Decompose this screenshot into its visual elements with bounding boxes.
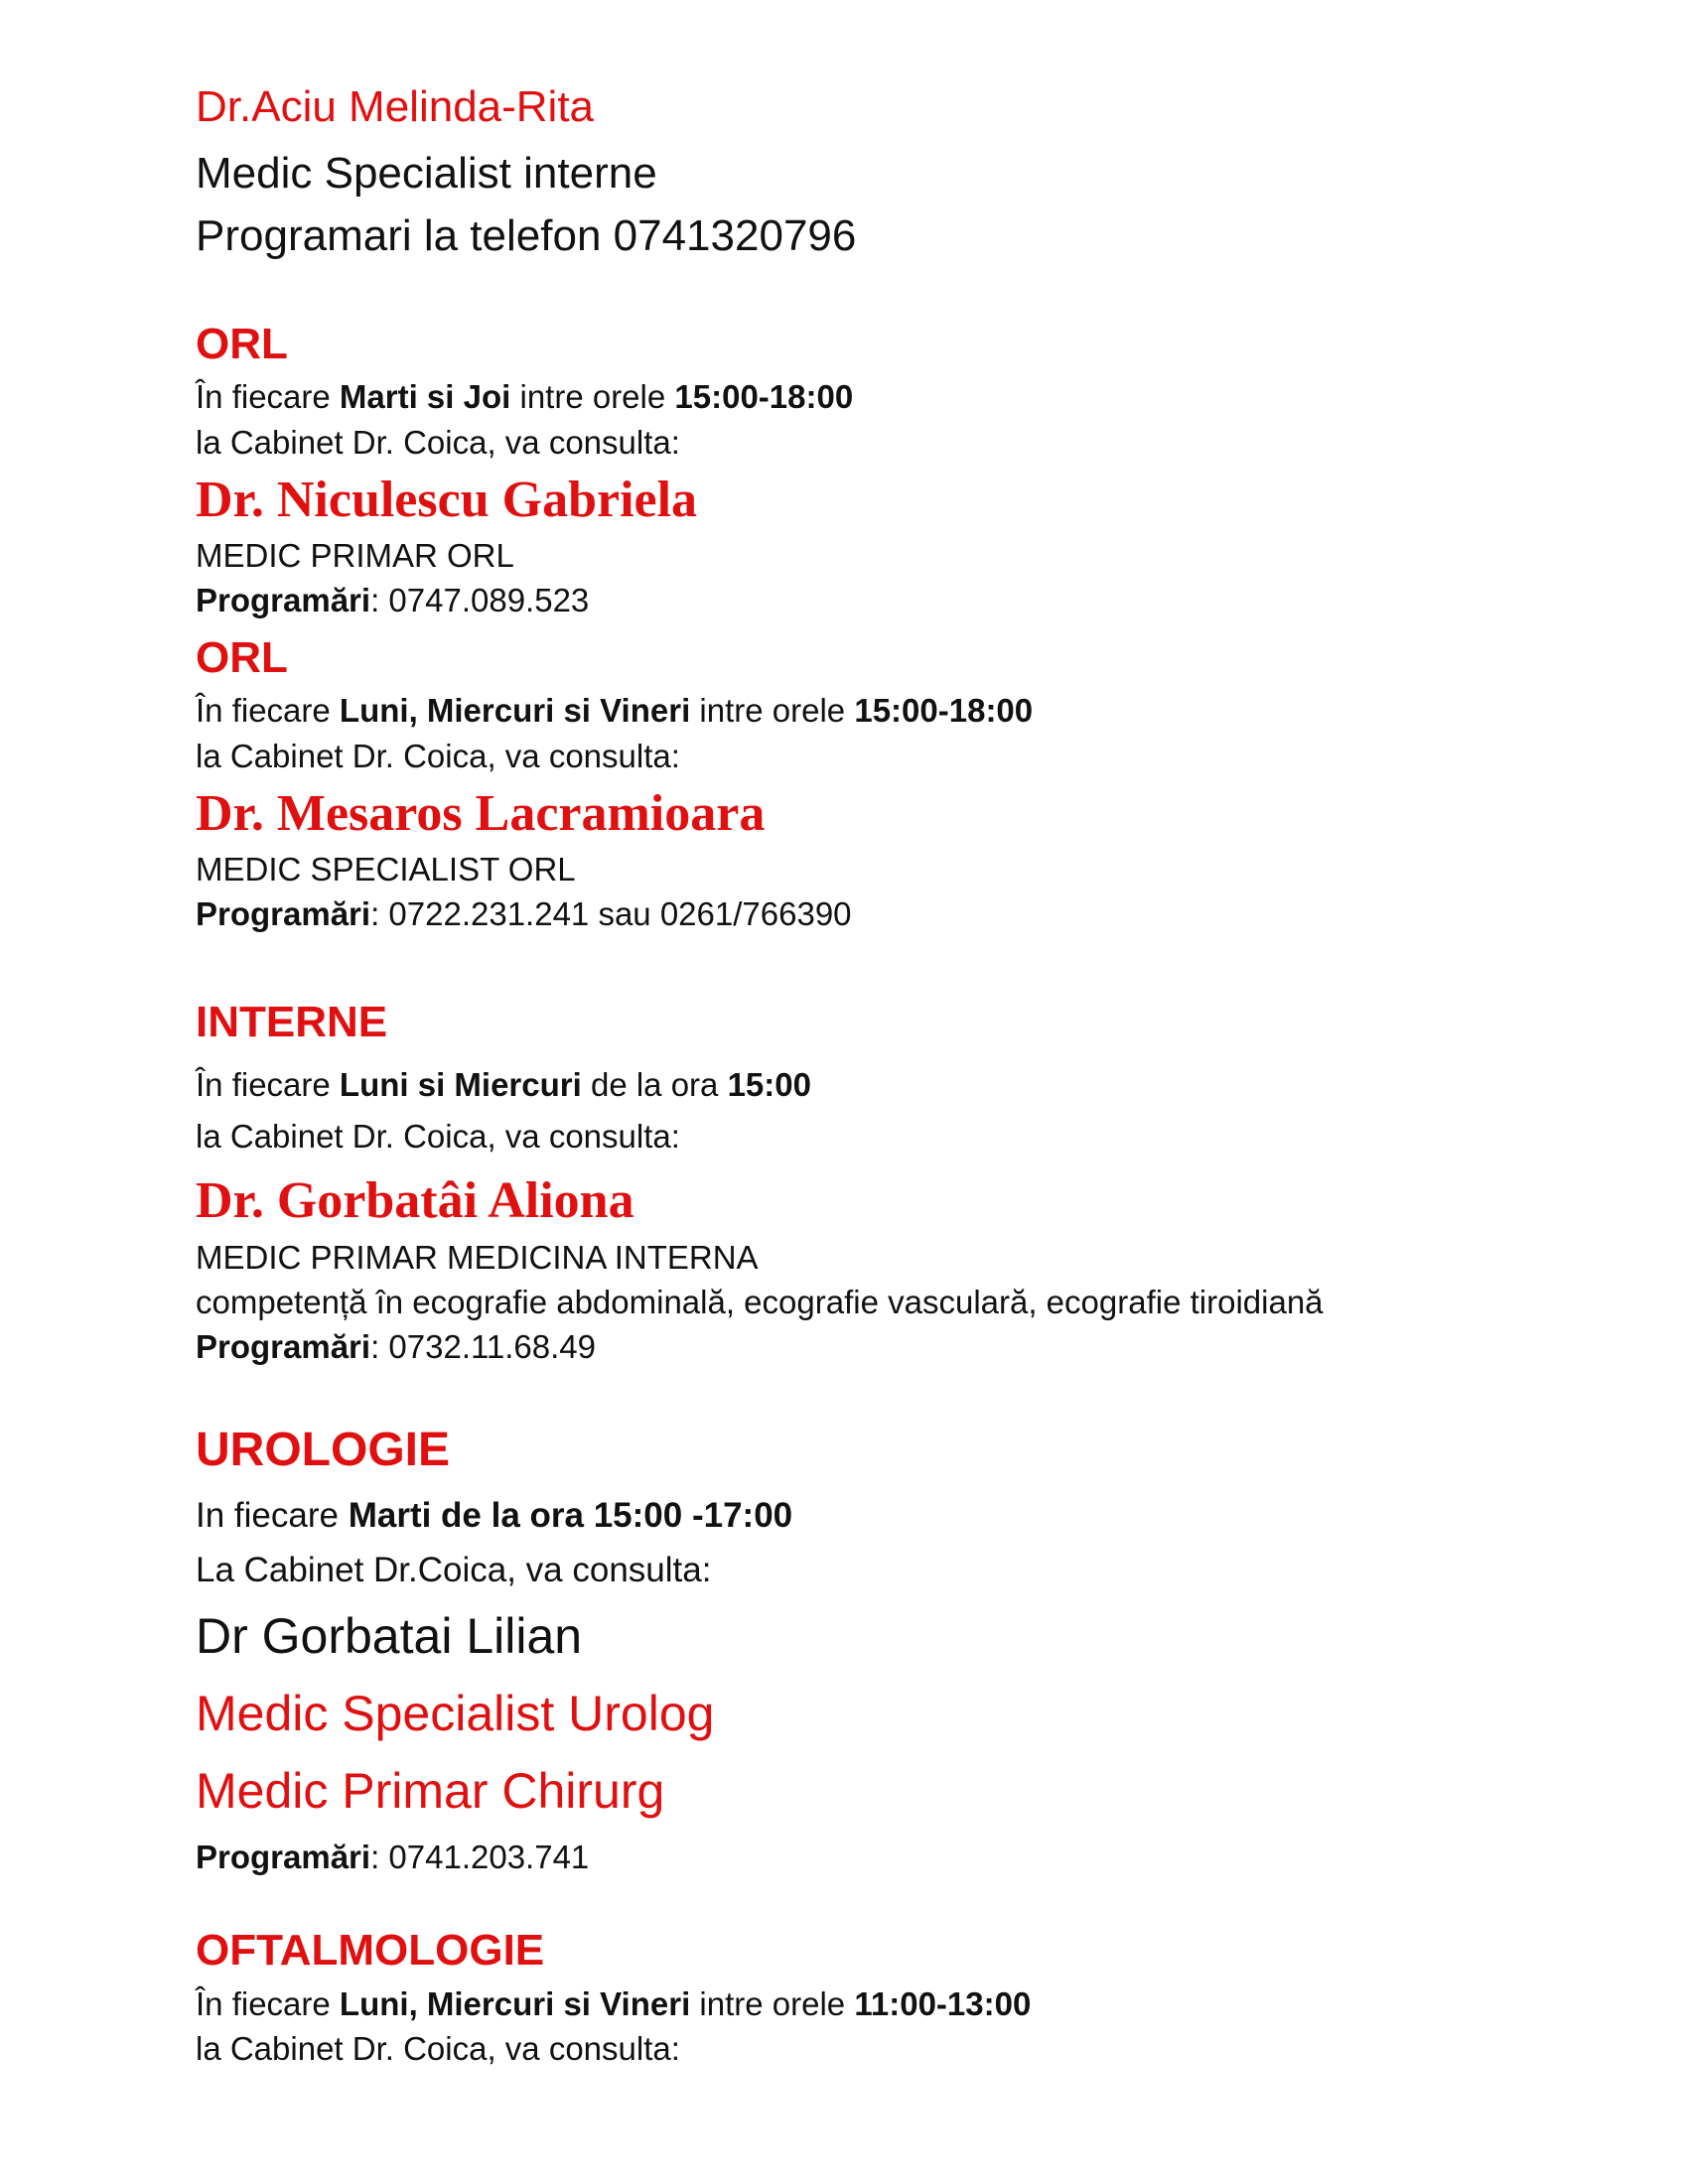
oftalmologie-location: la Cabinet Dr. Coica, va consulta:: [196, 2030, 680, 2067]
section-heading-interne: INTERNE: [196, 998, 388, 1046]
oftalmologie-hours: 11:00-13:00: [854, 1985, 1032, 2022]
oftalmologie-schedule: [196, 1985, 1031, 2023]
orl-1-hours: 15:00-18:00: [674, 378, 854, 415]
orl-2-appointments-value: : 0722.231.241 sau 0261/766390: [370, 895, 852, 932]
orl-1-location: la Cabinet Dr. Coica, va consulta:: [196, 424, 680, 461]
urologie-doctor-title-2: Medic Primar Chirurg: [196, 1763, 665, 1819]
interne-doctor-title: MEDIC PRIMAR MEDICINA INTERNA: [196, 1239, 759, 1276]
oftalmologie-days: Luni, Miercuri si Vineri: [339, 1985, 691, 2022]
interne-schedule-prefix: În fiecare: [196, 1066, 340, 1103]
orl-2-appointments: [196, 895, 852, 933]
orl-2-schedule: [196, 692, 1033, 730]
orl-1-doctor-title: MEDIC PRIMAR ORL: [196, 537, 514, 574]
interne-location: la Cabinet Dr. Coica, va consulta:: [196, 1118, 680, 1155]
orl-2-days: Luni, Miercuri si Vineri: [339, 692, 691, 729]
section-heading-orl-1: ORL: [196, 320, 288, 368]
orl-1-appointments-label: Programări: [196, 582, 371, 618]
intro-phone: Programari la telefon 0741320796: [196, 211, 857, 260]
urologie-schedule-prefix: In fiecare: [196, 1496, 349, 1535]
section-heading-urologie: UROLOGIE: [196, 1424, 451, 1476]
interne-schedule-middle: de la ora: [581, 1066, 728, 1103]
interne-days: Luni si Miercuri: [339, 1066, 582, 1103]
intro-doctor-name: Dr.Aciu Melinda-Rita: [196, 82, 595, 131]
intro-specialty: Medic Specialist interne: [196, 149, 657, 198]
interne-hours: 15:00: [727, 1066, 811, 1103]
urologie-location: La Cabinet Dr.Coica, va consulta:: [196, 1551, 712, 1589]
section-heading-orl-2: ORL: [196, 633, 288, 682]
orl-2-schedule-prefix: În fiecare: [196, 692, 340, 729]
orl-1-schedule: [196, 378, 853, 416]
urologie-doctor-name: Dr Gorbatai Lilian: [196, 1608, 583, 1664]
urologie-appointments-value: : 0741.203.741: [370, 1839, 590, 1875]
orl-1-schedule-prefix: În fiecare: [196, 378, 340, 415]
orl-2-doctor-title: MEDIC SPECIALIST ORL: [196, 851, 576, 887]
orl-1-appointments: [196, 582, 589, 619]
orl-2-appointments-label: Programări: [196, 895, 371, 932]
urologie-appointments: [196, 1839, 589, 1876]
urologie-schedule-bold: Marti de la ora 15:00 -17:00: [348, 1496, 793, 1535]
section-heading-oftalmologie: OFTALMOLOGIE: [196, 1926, 545, 1975]
orl-1-schedule-middle: intre orele: [510, 378, 675, 415]
orl-2-location: la Cabinet Dr. Coica, va consulta:: [196, 738, 680, 774]
orl-2-doctor-name: Dr. Mesaros Lacramioara: [196, 785, 766, 842]
oftalmologie-schedule-middle: intre orele: [690, 1985, 855, 2022]
interne-appointments-label: Programări: [196, 1328, 371, 1365]
urologie-schedule: [196, 1496, 792, 1536]
orl-2-schedule-middle: intre orele: [690, 692, 855, 729]
interne-schedule: [196, 1066, 811, 1104]
interne-competence: competență în ecografie abdominală, ecografie vasculară, ecografie tiroidiană: [196, 1284, 1324, 1320]
orl-1-days: Marti si Joi: [339, 378, 511, 415]
oftalmologie-schedule-prefix: În fiecare: [196, 1985, 340, 2022]
urologie-doctor-title-1: Medic Specialist Urolog: [196, 1686, 715, 1741]
orl-1-doctor-name: Dr. Niculescu Gabriela: [196, 472, 698, 528]
interne-doctor-name: Dr. Gorbatâi Aliona: [196, 1172, 634, 1229]
orl-1-appointments-value: : 0747.089.523: [370, 582, 590, 618]
interne-appointments-value: : 0732.11.68.49: [370, 1328, 597, 1365]
urologie-appointments-label: Programări: [196, 1839, 371, 1875]
interne-appointments: [196, 1328, 596, 1366]
orl-2-hours: 15:00-18:00: [854, 692, 1034, 729]
